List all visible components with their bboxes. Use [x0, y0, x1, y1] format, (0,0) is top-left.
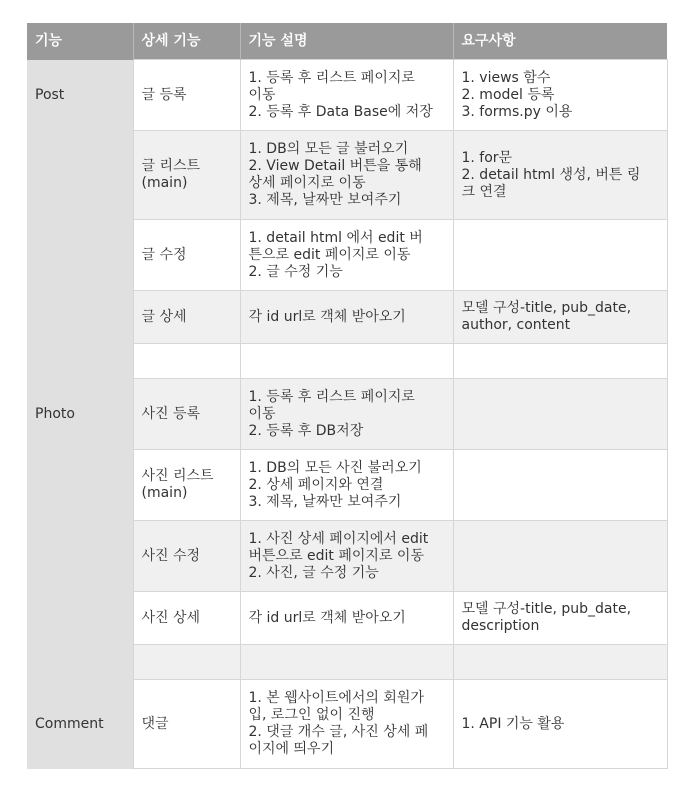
header-requirements: 요구사항 — [453, 23, 667, 60]
description-cell: 1. 등록 후 리스트 페이지로 이동 2. 등록 후 DB저장 — [240, 379, 453, 450]
detail-cell: 사진 리스트 (main) — [133, 450, 240, 521]
category-post: Post — [27, 60, 133, 131]
description-cell: 1. DB의 모든 글 불러오기 2. View Detail 버튼을 통해 상세 페이지로 이동 3. 제목, 날짜만 보여주기 — [240, 131, 453, 220]
detail-cell: 글 리스트 (main) — [133, 131, 240, 220]
description-cell: 각 id url로 객체 받아오기 — [240, 592, 453, 645]
table-row — [27, 645, 667, 680]
requirement-cell — [453, 379, 667, 450]
description-cell: 각 id url로 객체 받아오기 — [240, 291, 453, 344]
requirement-cell — [453, 220, 667, 291]
detail-cell: 댓글 — [133, 680, 240, 769]
table-row — [27, 291, 667, 344]
description-cell: 1. DB의 모든 사진 불러오기 2. 상세 페이지와 연결 3. 제목, 날짜만 보여주기 — [240, 450, 453, 521]
table-row — [27, 344, 667, 379]
table-row — [27, 521, 667, 592]
requirement-cell — [453, 450, 667, 521]
description-cell: 1. 등록 후 리스트 페이지로 이동 2. 등록 후 Data Base에 저장 — [240, 60, 453, 131]
detail-cell: 사진 상세 — [133, 592, 240, 645]
table-row — [27, 450, 667, 521]
detail-cell: 글 상세 — [133, 291, 240, 344]
requirement-cell: 1. for문 2. detail html 생성, 버튼 링 크 연결 — [453, 131, 667, 220]
table-row — [27, 379, 667, 450]
table-row — [27, 220, 667, 291]
requirement-cell: 모델 구성-title, pub_date, author, content — [453, 291, 667, 344]
header-detail-feature: 상세 기능 — [133, 23, 240, 60]
detail-cell — [133, 645, 240, 680]
feature-spec-table — [27, 23, 668, 769]
requirement-cell: 모델 구성-title, pub_date, description — [453, 592, 667, 645]
detail-cell: 글 수정 — [133, 220, 240, 291]
description-cell: 1. detail html 에서 edit 버 튼으로 edit 페이지로 이동 2. 글 수정 기능 — [240, 220, 453, 291]
requirement-cell — [453, 521, 667, 592]
table-row — [27, 592, 667, 645]
detail-cell — [133, 344, 240, 379]
header-description: 기능 설명 — [240, 23, 453, 60]
header-row — [27, 23, 667, 60]
detail-cell: 글 등록 — [133, 60, 240, 131]
category-comment: Comment — [27, 680, 133, 769]
table-row — [27, 680, 667, 769]
description-cell: 1. 사진 상세 페이지에서 edit 버튼으로 edit 페이지로 이동 2. 사진, 글 수정 기능 — [240, 521, 453, 592]
detail-cell: 사진 등록 — [133, 379, 240, 450]
detail-cell: 사진 수정 — [133, 521, 240, 592]
category-photo: Photo — [27, 379, 133, 450]
description-cell — [240, 645, 453, 680]
table-row — [27, 60, 667, 131]
description-cell: 1. 본 웹사이트에서의 회원가 입, 로그인 없이 진행 2. 댓글 개수 글, 사진 상세 페 이지에 띄우기 — [240, 680, 453, 769]
requirement-cell: 1. views 함수 2. model 등록 3. forms.py 이용 — [453, 60, 667, 131]
requirement-cell — [453, 645, 667, 680]
requirement-cell: 1. API 기능 활용 — [453, 680, 667, 769]
requirement-cell — [453, 344, 667, 379]
description-cell — [240, 344, 453, 379]
table-row — [27, 131, 667, 220]
header-feature: 기능 — [27, 23, 133, 60]
